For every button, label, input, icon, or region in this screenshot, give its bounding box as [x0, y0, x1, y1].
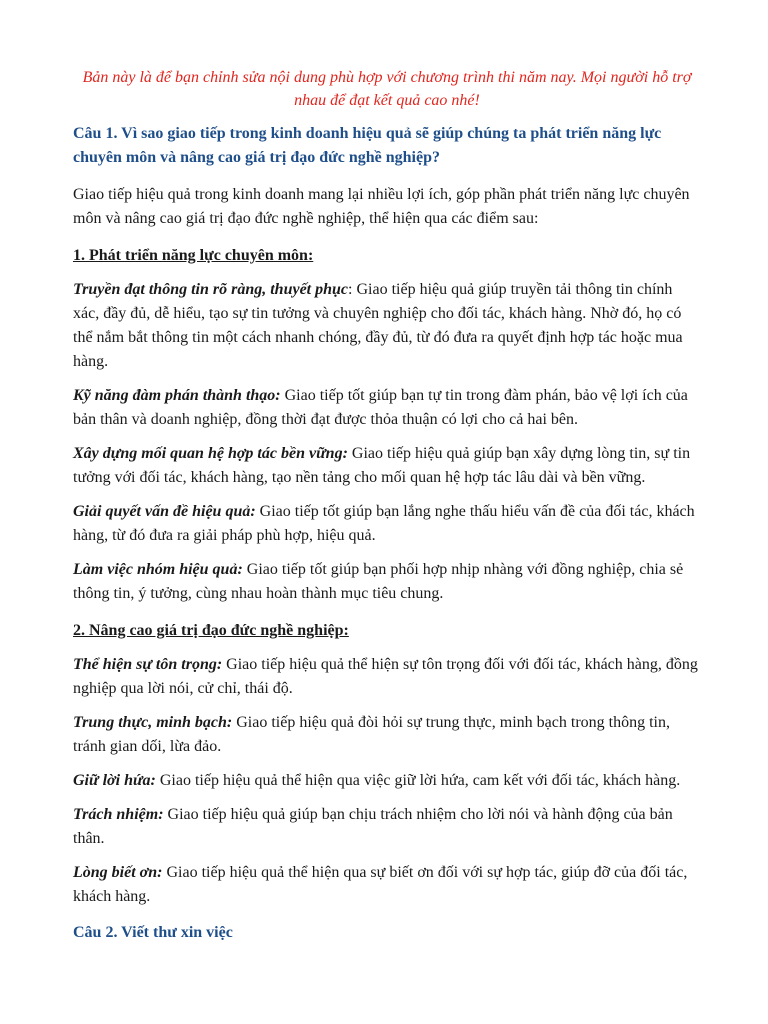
item-lead: Giải quyết vấn đề hiệu quả: [73, 503, 256, 520]
item-lead: Thể hiện sự tôn trọng: [73, 656, 223, 673]
item-lead: Làm việc nhóm hiệu quả: [73, 561, 243, 578]
item-text: Giao tiếp hiệu quả giúp bạn xây dựng lòng tin, sự tin tưởng với đối tác, khách hàng, tạo nền tảng cho mối quan hệ hợp tác lâu dài và bền vững. [73, 445, 691, 486]
item-text: Giao tiếp tốt giúp bạn lắng nghe thấu hiểu vấn đề của đối tác, khách hàng, từ đó đưa ra giải pháp phù hợp, hiệu quả. [73, 503, 695, 544]
section-2-item [73, 861, 701, 909]
section-1-heading: 1. Phát triển năng lực chuyên môn: [73, 247, 314, 264]
section-1-item [73, 384, 701, 432]
section-2-item [73, 711, 701, 759]
item-text: Giao tiếp hiệu quả đòi hỏi sự trung thực, minh bạch trong thông tin, tránh gian dối, lừa đảo. [73, 714, 670, 755]
section-1-item [73, 500, 701, 548]
item-lead: Trung thực, minh bạch: [73, 714, 233, 731]
question-2-heading: Câu 2. Viết thư xin việc [73, 924, 233, 941]
notice-text: Bản này là để bạn chỉnh sửa nội dung phù hợp với chương trình thi năm nay. Mọi người hỗ trợ nhau để đạt kết quả cao nhé! [82, 69, 692, 109]
section-2-item [73, 769, 701, 793]
intro-paragraph: Giao tiếp hiệu quả trong kinh doanh mang lại nhiều lợi ích, góp phần phát triển năng lực chuyên môn và nâng cao giá trị đạo đức nghề nghiệp, thể hiện qua các điểm sau: [73, 186, 690, 227]
item-lead: Kỹ năng đàm phán thành thạo: [73, 387, 281, 404]
section-1-item [73, 278, 701, 374]
section-2-item [73, 653, 701, 701]
item-lead: Giữ lời hứa: [73, 772, 156, 789]
document-body [73, 66, 701, 945]
item-text: Giao tiếp tốt giúp bạn tự tin trong đàm phán, bảo vệ lợi ích của bản thân và doanh nghiệp, đồng thời đạt được thỏa thuận có lợi cho cả hai bên. [73, 387, 688, 428]
item-text: Giao tiếp hiệu quả giúp bạn chịu trách nhiệm cho lời nói và hành động của bản thân. [73, 806, 673, 847]
item-lead: Trách nhiệm: [73, 806, 164, 823]
section-2-item [73, 803, 701, 851]
item-text: : Giao tiếp hiệu quả giúp truyền tải thông tin chính xác, đầy đủ, dễ hiểu, tạo sự tin tưởng và chuyên nghiệp cho đối tác, khách hàng. Nhờ đó, họ có thể nắm bắt thông tin một cách nhanh chóng, đầy đủ, từ đó đưa ra quyết định hợp tác hoặc mua hàng. [73, 281, 683, 370]
section-1-item [73, 442, 701, 490]
section-2-heading: 2. Nâng cao giá trị đạo đức nghề nghiệp: [73, 622, 349, 639]
item-lead: Lòng biết ơn: [73, 864, 163, 881]
section-1-item [73, 558, 701, 606]
item-text: Giao tiếp hiệu quả thể hiện qua việc giữ lời hứa, cam kết với đối tác, khách hàng. [155, 772, 681, 789]
item-text: Giao tiếp hiệu quả thể hiện qua sự biết ơn đối với sự hợp tác, giúp đỡ của đối tác, khách hàng. [73, 864, 688, 905]
item-text: Giao tiếp hiệu quả thể hiện sự tôn trọng đối với đối tác, khách hàng, đồng nghiệp qua lời nói, cử chỉ, thái độ. [73, 656, 698, 697]
item-lead: Xây dựng mối quan hệ hợp tác bền vững: [73, 445, 348, 462]
question-1-heading: Câu 1. Vì sao giao tiếp trong kinh doanh hiệu quả sẽ giúp chúng ta phát triển năng lực chuyên môn và nâng cao giá trị đạo đức nghề nghiệp? [73, 125, 662, 166]
item-lead: Truyền đạt thông tin rõ ràng, thuyết phục [73, 281, 349, 298]
item-text: Giao tiếp tốt giúp bạn phối hợp nhịp nhàng với đồng nghiệp, chia sẻ thông tin, ý tưởng, cùng nhau hoàn thành mục tiêu chung. [73, 561, 684, 602]
